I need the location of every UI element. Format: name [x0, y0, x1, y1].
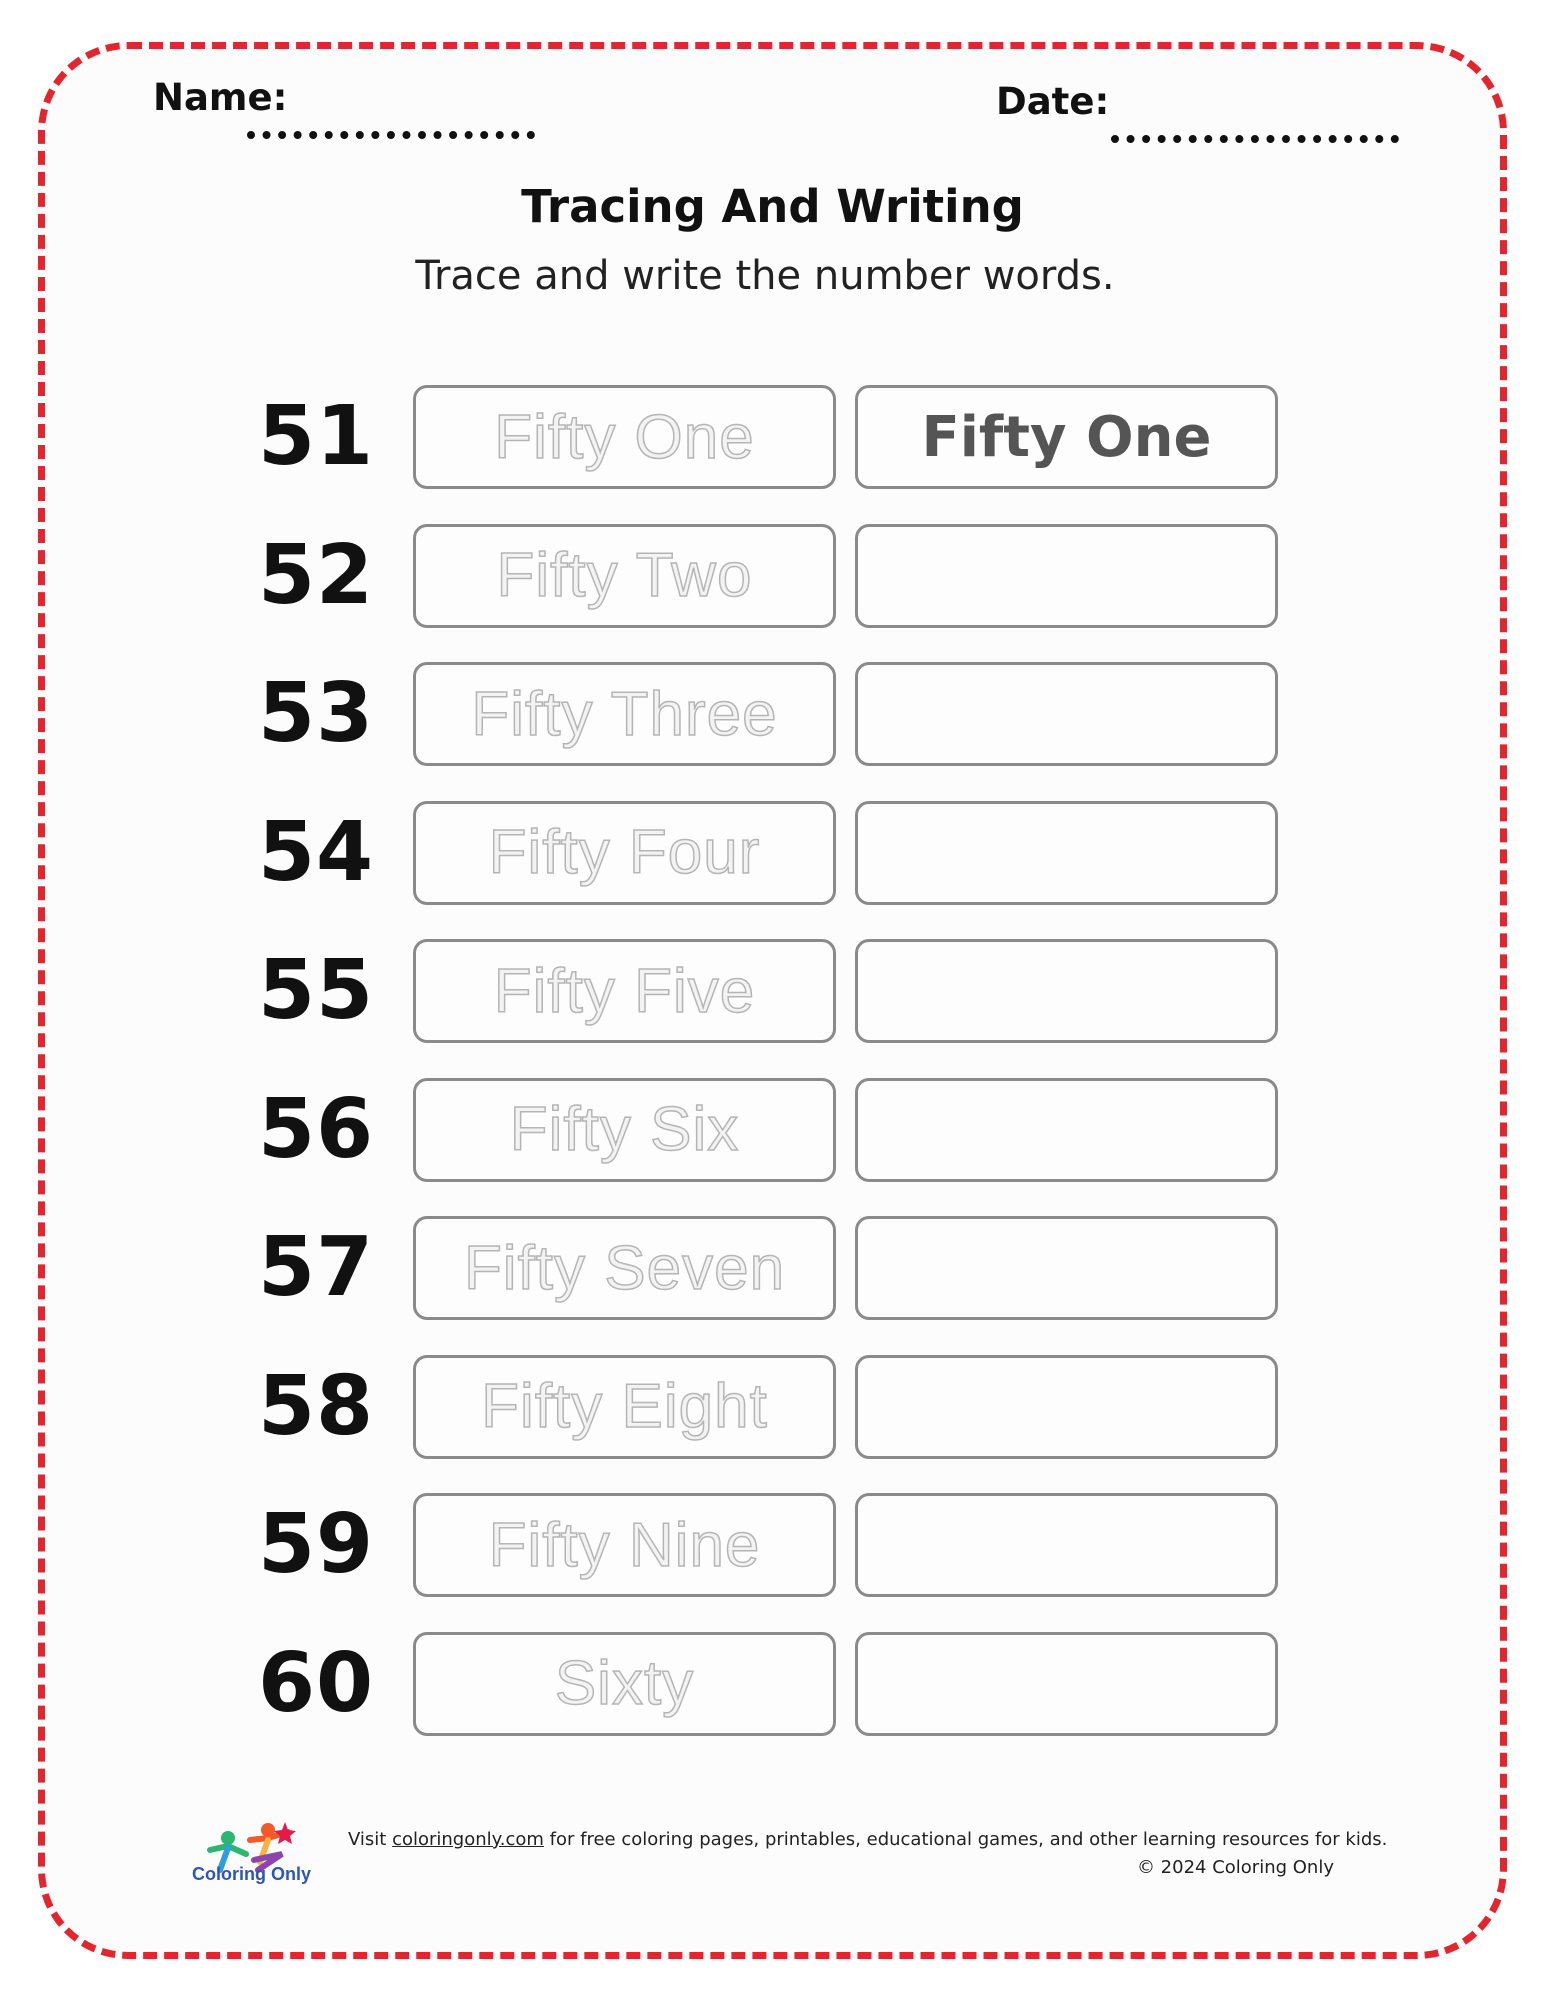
trace-box[interactable] [413, 1355, 836, 1459]
write-box[interactable] [855, 524, 1278, 628]
trace-box[interactable] [413, 939, 836, 1043]
write-box[interactable] [855, 1493, 1278, 1597]
row-number: 51 [258, 389, 375, 484]
exercise-row [0, 801, 1545, 905]
exercise-row [0, 385, 1545, 489]
exercise-row [0, 1216, 1545, 1320]
row-number: 55 [258, 943, 375, 1038]
write-box[interactable] [855, 1632, 1278, 1736]
footer-visit-text [348, 1829, 1387, 1850]
write-box[interactable] [855, 662, 1278, 766]
row-number: 59 [258, 1497, 375, 1592]
row-number: 54 [258, 804, 375, 900]
trace-box[interactable] [413, 1078, 836, 1182]
logo-text: Coloring Only [192, 1864, 311, 1884]
write-box[interactable] [855, 1216, 1278, 1320]
exercise-row [0, 662, 1545, 766]
worksheet-instructions: Trace and write the number words. [415, 253, 1115, 299]
footer-link[interactable]: coloringonly.com [392, 1829, 544, 1850]
row-number: 53 [258, 666, 375, 761]
trace-word: Sixty [554, 1649, 695, 1718]
footer-visit-prefix: Visit [348, 1829, 393, 1850]
write-box[interactable] [855, 939, 1278, 1043]
row-number: 58 [258, 1358, 375, 1454]
write-box[interactable] [855, 385, 1278, 489]
trace-box[interactable] [413, 1216, 836, 1320]
trace-word: Fifty Three [471, 679, 778, 749]
date-line[interactable] [1111, 135, 1399, 143]
trace-box[interactable] [413, 662, 836, 766]
trace-word: Fifty Seven [463, 1233, 786, 1303]
row-number: 60 [258, 1635, 375, 1731]
exercise-row [0, 1078, 1545, 1182]
trace-word: Fifty Nine [488, 1510, 761, 1580]
write-box[interactable] [855, 1355, 1278, 1459]
coloring-only-logo-icon [190, 1810, 320, 1906]
name-line[interactable] [247, 131, 535, 139]
trace-box[interactable] [413, 801, 836, 905]
trace-word: Fifty Four [488, 818, 761, 887]
trace-word: Fifty Eight [481, 1372, 768, 1441]
row-number: 56 [258, 1081, 375, 1177]
footer-visit-suffix: for free coloring pages, printables, educational games, and other learning resources for kids. [543, 1829, 1388, 1850]
exercise-row [0, 524, 1545, 628]
trace-box[interactable] [413, 1632, 836, 1736]
exercise-row [0, 1355, 1545, 1459]
date-label: Date: [996, 80, 1110, 123]
trace-box[interactable] [413, 524, 836, 628]
write-box[interactable] [855, 801, 1278, 905]
row-number: 57 [258, 1220, 375, 1315]
trace-box[interactable] [413, 1493, 836, 1597]
row-number: 52 [258, 527, 375, 623]
footer-copyright: © 2024 Coloring Only [1136, 1857, 1334, 1878]
written-word: Fifty One [921, 404, 1212, 470]
exercise-row [0, 1632, 1545, 1736]
trace-box[interactable] [413, 385, 836, 489]
worksheet-title: Tracing And Writing [521, 180, 1024, 233]
exercise-row [0, 939, 1545, 1043]
name-label: Name: [153, 76, 288, 119]
exercise-row [0, 1493, 1545, 1597]
write-box[interactable] [855, 1078, 1278, 1182]
trace-word: Fifty Five [493, 956, 756, 1026]
trace-word: Fifty Two [496, 541, 753, 610]
trace-word: Fifty One [494, 402, 755, 472]
trace-word: Fifty Six [509, 1095, 740, 1164]
